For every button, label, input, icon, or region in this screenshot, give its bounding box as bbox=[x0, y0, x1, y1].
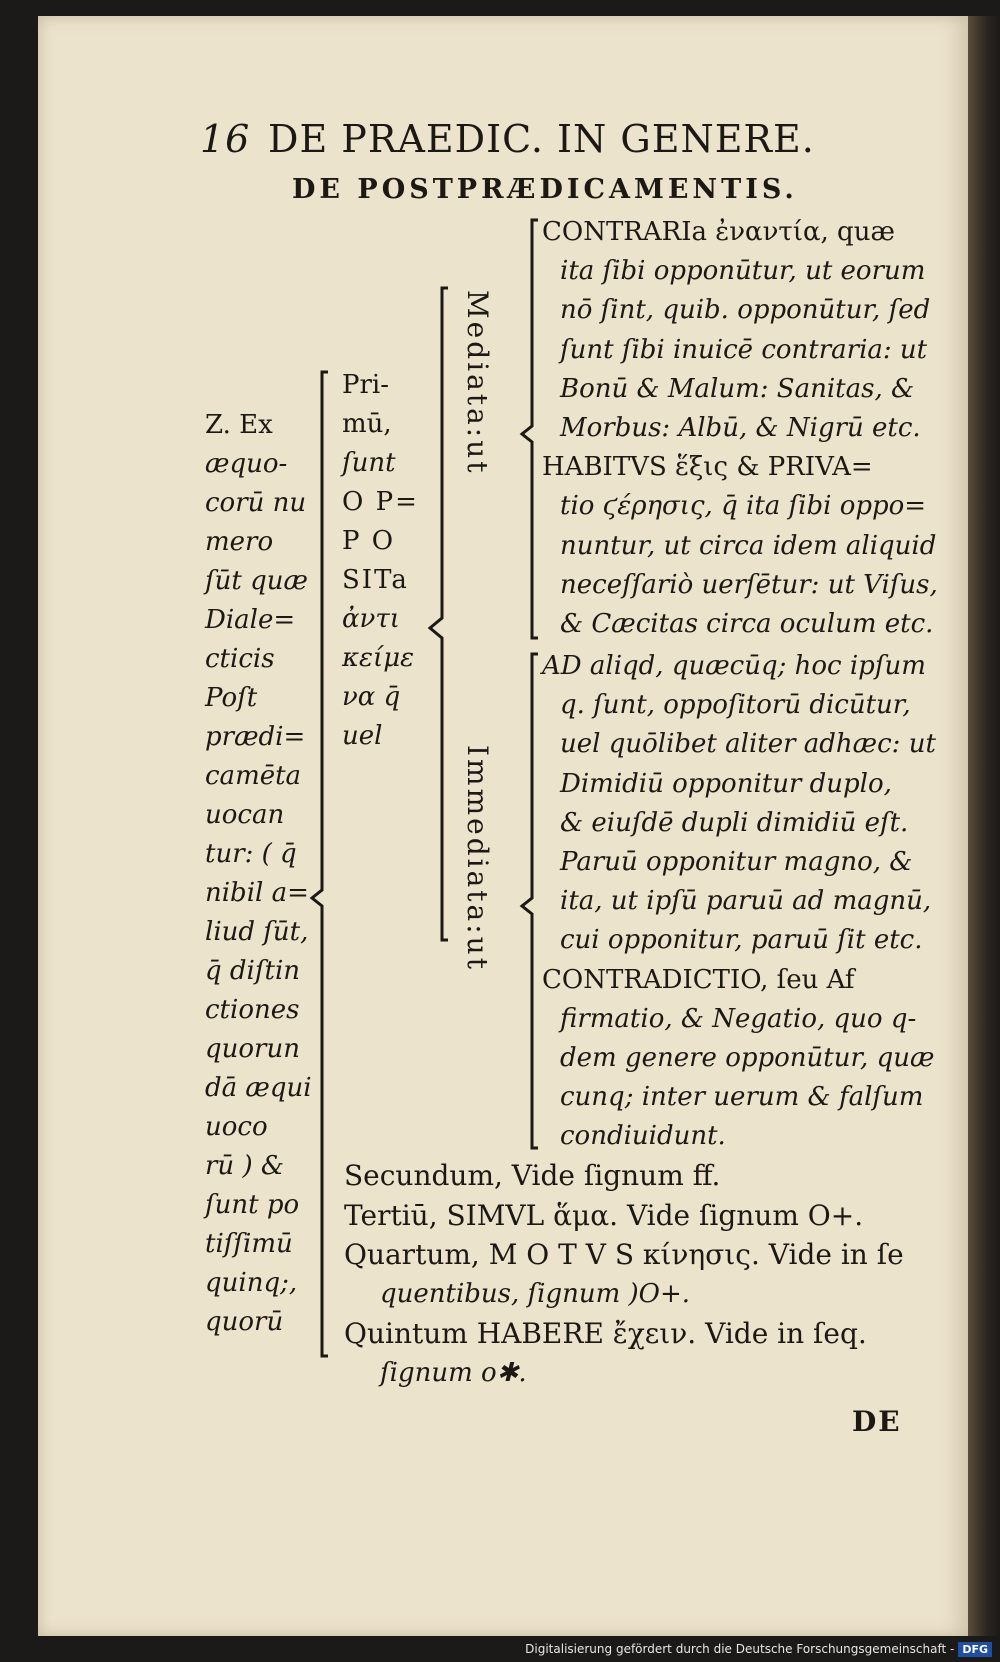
middle-brace bbox=[420, 286, 450, 946]
quartum-cont-line: quentibus, ſignum )O+. bbox=[380, 1278, 691, 1309]
text-line: nō ſint, quib. opponūtur, ſed bbox=[560, 295, 931, 326]
text-line: Paruū opponitur magno, & bbox=[560, 847, 913, 878]
middle-line: ἀντι bbox=[342, 604, 400, 634]
left-line: æquo- bbox=[205, 449, 288, 479]
text-line: & Cæcitas circa oculum etc. bbox=[560, 609, 934, 640]
quintum-cont-line: ſignum o✱. bbox=[380, 1357, 527, 1388]
text-line: ita ſibi opponūtur, ut eorum bbox=[560, 256, 926, 287]
text-line: ita, ut ipſū paruū ad magnū, bbox=[560, 886, 932, 917]
left-line: mero bbox=[205, 527, 274, 557]
text-line: condiuidunt. bbox=[560, 1121, 726, 1152]
middle-line: O P= bbox=[342, 487, 419, 517]
left-line: Diale= bbox=[205, 605, 296, 635]
middle-line: Pri- bbox=[342, 370, 390, 400]
left-line: nibil a= bbox=[205, 878, 309, 908]
section-title: DE POSTPRÆDICAMENTIS. bbox=[292, 174, 798, 205]
left-line: quinq;, bbox=[205, 1268, 298, 1298]
digitization-footer bbox=[0, 1636, 1000, 1662]
immediata-label: Immediata:ut bbox=[461, 745, 494, 972]
mediata-text bbox=[542, 213, 938, 644]
left-line: Poſt bbox=[205, 683, 258, 713]
text-line: cunq; inter uerum & falſum bbox=[560, 1082, 924, 1113]
outer-brace bbox=[300, 370, 330, 1370]
text-line: firmatio, & Negatio, quo q- bbox=[560, 1003, 917, 1034]
left-line: quorū bbox=[205, 1307, 284, 1337]
left-line: ſūt quæ bbox=[205, 566, 308, 596]
middle-line: SITa bbox=[342, 565, 409, 595]
left-line: liud ſūt, bbox=[205, 917, 309, 947]
left-line: cticis bbox=[205, 644, 275, 674]
quintum-line: Quintum HABERE ἔχειν. Vide in ſeq. bbox=[344, 1317, 867, 1350]
middle-line: mū, bbox=[342, 409, 392, 439]
middle-line: P O bbox=[342, 526, 396, 556]
left-line: corū nu bbox=[205, 488, 307, 518]
text-line: nuntur, ut circa idem aliquid bbox=[560, 530, 937, 561]
text-line: uel quōlibet aliter adhæc: ut bbox=[560, 729, 936, 760]
left-line: tiſſimū bbox=[205, 1229, 293, 1259]
text-line: & eiuſdē dupli dimidiū eſt. bbox=[560, 807, 909, 838]
page-number: 16 bbox=[200, 117, 251, 161]
middle-line: κείμε bbox=[342, 643, 415, 673]
left-line: camēta bbox=[205, 761, 302, 791]
immediata-text bbox=[542, 647, 936, 1157]
book-spine bbox=[968, 16, 1000, 1636]
secundum-line: Secundum, Vide ſignum ff. bbox=[344, 1159, 721, 1192]
text-line: Dimidiū opponitur duplo, bbox=[560, 768, 892, 799]
ad-aliquid-line: AD aliqd, quæcūq; hoc ipſum bbox=[542, 651, 926, 681]
left-line: q̄ diſtin bbox=[205, 956, 300, 986]
dfg-logo: DFG bbox=[958, 1642, 992, 1657]
contradictio-line: CONTRADICTIO, ſeu Af bbox=[542, 964, 855, 995]
immediata-brace bbox=[510, 652, 540, 1152]
mediata-label: Mediata:ut bbox=[461, 290, 494, 476]
text-line: ſunt ſibi inuicē contraria: ut bbox=[560, 334, 928, 365]
middle-line: uel bbox=[342, 721, 383, 751]
tertium-line: Tertiū, SIMVL ἅμα. Vide ſignum O+. bbox=[344, 1198, 864, 1232]
text-line: q. ſunt, oppoſitorū dicūtur, bbox=[560, 690, 911, 721]
text-line: dem genere opponūtur, quæ bbox=[560, 1043, 935, 1074]
left-line: ſunt po bbox=[205, 1190, 300, 1220]
left-line: prædi= bbox=[205, 722, 306, 752]
left-line: Z. Ex bbox=[205, 410, 273, 440]
running-title: DE PRAEDIC. IN GENERE. bbox=[268, 117, 815, 161]
middle-line: να q̄ bbox=[342, 682, 401, 712]
text-line: neceſſariò uerſētur: ut Viſus, bbox=[560, 569, 938, 600]
text-line: cui opponitur, paruū ſit etc. bbox=[560, 925, 923, 956]
quartum-line: Quartum, M O T V S κίνησις. Vide in ſe bbox=[344, 1238, 904, 1271]
contraria-line: CONTRARIa ἐναντία, quæ bbox=[542, 217, 895, 247]
catchword: DE bbox=[852, 1405, 902, 1438]
footer-text: Digitalisierung gefördert durch die Deutsche Forschungsgemeinschaft - bbox=[525, 1642, 955, 1656]
middle-column bbox=[342, 366, 419, 756]
text-line: tio ϛέρησις, q̄ ita ſibi oppo= bbox=[560, 491, 927, 522]
left-line: uocan bbox=[205, 800, 285, 830]
bottom-entries bbox=[344, 1156, 904, 1393]
left-line: ctiones bbox=[205, 995, 300, 1025]
mediata-brace bbox=[510, 218, 540, 640]
text-line: Bonū & Malum: Sanitas, & bbox=[560, 373, 915, 404]
text-line: Morbus: Albū, & Nigrū etc. bbox=[560, 413, 921, 444]
habitus-line: HABITVS ἕξις & PRIVA= bbox=[542, 452, 873, 483]
left-line: quorun bbox=[205, 1034, 300, 1064]
left-line: rū ) & bbox=[205, 1151, 284, 1181]
left-line: uoco bbox=[205, 1112, 268, 1142]
left-line: dā æqui bbox=[205, 1073, 312, 1103]
left-line: tur: ( q̄ bbox=[205, 839, 297, 869]
middle-line: ſunt bbox=[342, 448, 396, 478]
left-column bbox=[205, 406, 312, 1342]
